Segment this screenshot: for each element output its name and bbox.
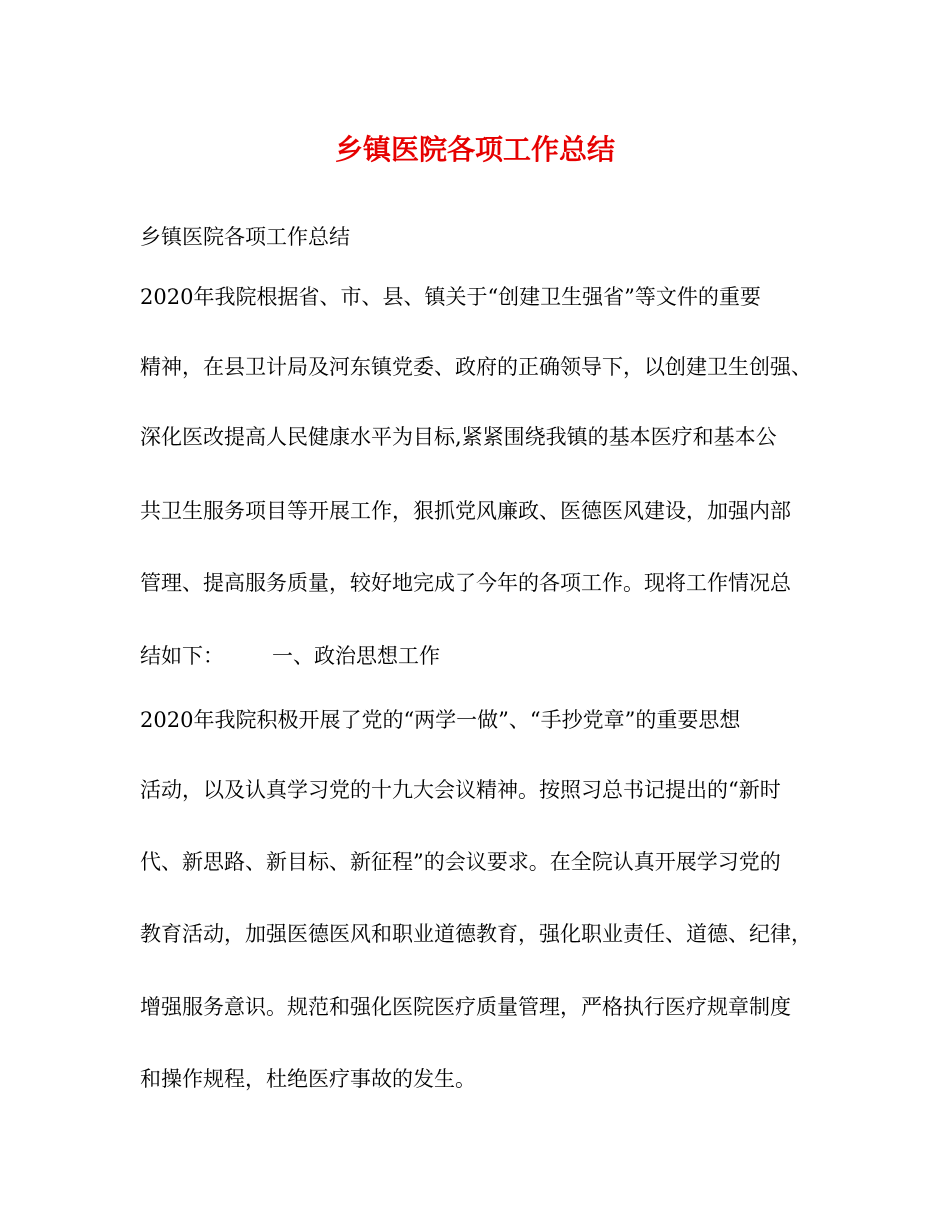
paragraph-line: 和操作规程，杜绝医疗事故的发生。 xyxy=(140,1067,476,1091)
paragraph-line: 2020年我院根据省、市、县、镇关于“创建卫生强省”等文件的重要 xyxy=(140,285,761,309)
paragraph-end-text: 结如下： xyxy=(140,644,224,668)
paragraph-line: 增强服务意识。规范和强化医院医疗质量管理，严格执行医疗规章制度 xyxy=(140,995,791,1019)
paragraph-line-with-heading xyxy=(140,641,440,671)
paragraph-line: 精神，在县卫计局及河东镇党委、政府的正确领导下，以创建卫生创强、 xyxy=(140,355,812,379)
paragraph-line: 管理、提高服务质量，较好地完成了今年的各项工作。现将工作情况总 xyxy=(140,571,791,595)
paragraph-line: 共卫生服务项目等开展工作，狠抓党风廉政、医德医风建设，加强内部 xyxy=(140,499,791,523)
paragraph-line: 活动，以及认真学习党的十九大会议精神。按照习总书记提出的“新时 xyxy=(140,778,781,802)
paragraph-line: 深化医改提高人民健康水平为目标,紧紧围绕我镇的基本医疗和基本公 xyxy=(140,425,777,449)
section-heading: 一、政治思想工作 xyxy=(272,644,440,668)
paragraph-line: 教育活动，加强医德医风和职业道德教育，强化职业责任、道德、纪律， xyxy=(140,922,812,946)
document-subtitle: 乡镇医院各项工作总结 xyxy=(140,225,350,249)
paragraph-line: 代、新思路、新目标、新征程”的会议要求。在全院认真开展学习党的 xyxy=(140,850,781,874)
document-title: 乡镇医院各项工作总结 xyxy=(334,133,615,166)
paragraph-line: 2020年我院积极开展了党的“两学一做”、“手抄党章”的重要思想 xyxy=(140,708,741,732)
